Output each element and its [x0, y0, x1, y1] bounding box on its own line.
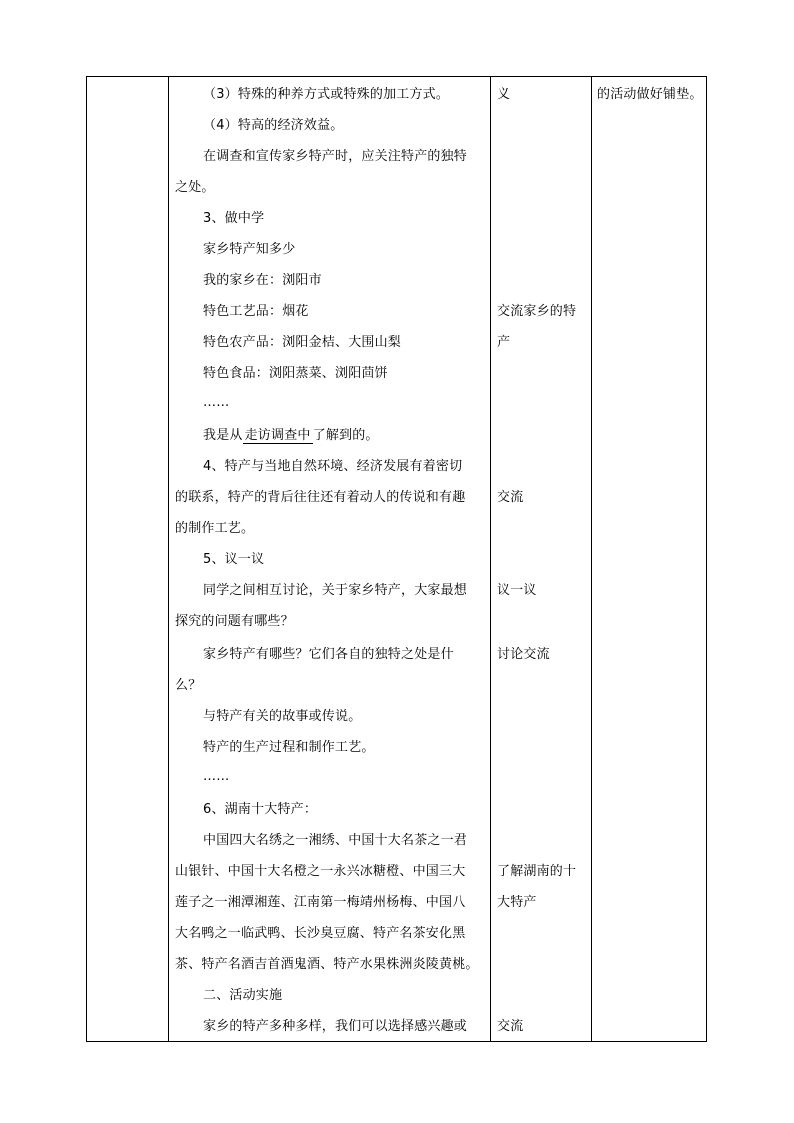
text-line: 特产的生产过程和制作工艺。	[203, 740, 375, 755]
section-heading: 二、活动实施	[203, 988, 283, 1003]
text-line: 家乡特产知多少	[203, 242, 296, 257]
text-line: 的联系，特产的背后往往还有着动人的传说和有趣	[175, 490, 466, 505]
text-line: 与特产有关的故事或传说。	[203, 709, 362, 724]
text-line: 大名鸭之一临武鸭、长沙臭豆腐、特产名茶安化黑	[175, 926, 466, 941]
lesson-plan-table	[86, 76, 707, 1042]
text-line: 特色食品：浏阳蒸菜、浏阳茴饼	[203, 366, 388, 381]
section-heading: 6、湖南十大特产：	[203, 802, 318, 817]
text-line: 特色工艺品：烟花	[203, 304, 309, 319]
student-text: 交流	[497, 490, 524, 505]
section-heading: 4、特产与当地自然环境、经济发展有着密切	[203, 459, 463, 474]
student-text: 义	[497, 87, 511, 102]
text-line: 的制作工艺。	[175, 521, 255, 536]
text-line: 么？	[175, 678, 202, 693]
section-heading: 3、做中学	[203, 211, 265, 226]
student-text: 产	[497, 335, 511, 350]
text-line: 同学之间相互讨论，关于家乡特产，大家最想	[203, 583, 468, 598]
column-divider	[591, 77, 592, 1041]
student-text: 大特产	[497, 895, 537, 910]
text-line: 特色农产品：浏阳金桔、大围山梨	[203, 335, 402, 350]
text-line: 家乡特产有哪些？它们各自的独特之处是什	[203, 647, 454, 662]
fill-suffix: 了解到的。	[312, 428, 379, 443]
ellipsis: ……	[203, 395, 230, 410]
text-line: 茶、特产名酒吉首酒鬼酒、特产水果株洲炎陵黄桃。	[175, 957, 479, 972]
text-line: 家乡的特产多种多样，我们可以选择感兴趣或	[203, 1019, 468, 1034]
fill-prefix: 我是从	[203, 428, 243, 443]
student-text: 议一议	[497, 583, 537, 598]
text-line: 探究的问题有哪些？	[175, 614, 294, 629]
column-divider	[168, 77, 169, 1041]
fill-in-blank-line	[203, 428, 379, 444]
text-line: （3）特殊的种养方式或特殊的加工方式。	[203, 87, 450, 102]
text-line: 之处。	[175, 180, 215, 195]
text-line: 山银针、中国十大名橙之一永兴冰糖橙、中国三大	[175, 864, 466, 879]
fill-answer: 走访调查中	[244, 428, 311, 443]
text-line: 在调查和宣传家乡特产时，应关注特产的独特	[203, 149, 468, 164]
student-text: 交流	[497, 1019, 524, 1034]
intent-text: 的活动做好铺垫。	[597, 87, 703, 102]
text-line: 我的家乡在：浏阳市	[203, 273, 322, 288]
ellipsis: ……	[203, 769, 230, 784]
text-line: （4）特高的经济效益。	[203, 118, 344, 133]
student-text: 交流家乡的特	[497, 304, 577, 319]
student-text: 讨论交流	[497, 647, 550, 662]
text-line: 中国四大名绣之一湘绣、中国十大名茶之一君	[203, 833, 468, 848]
column-divider	[490, 77, 491, 1041]
student-text: 了解湖南的十	[497, 864, 577, 879]
text-line: 莲子之一湘潭湘莲、江南第一梅靖州杨梅、中国八	[175, 895, 466, 910]
section-heading: 5、议一议	[203, 552, 265, 567]
